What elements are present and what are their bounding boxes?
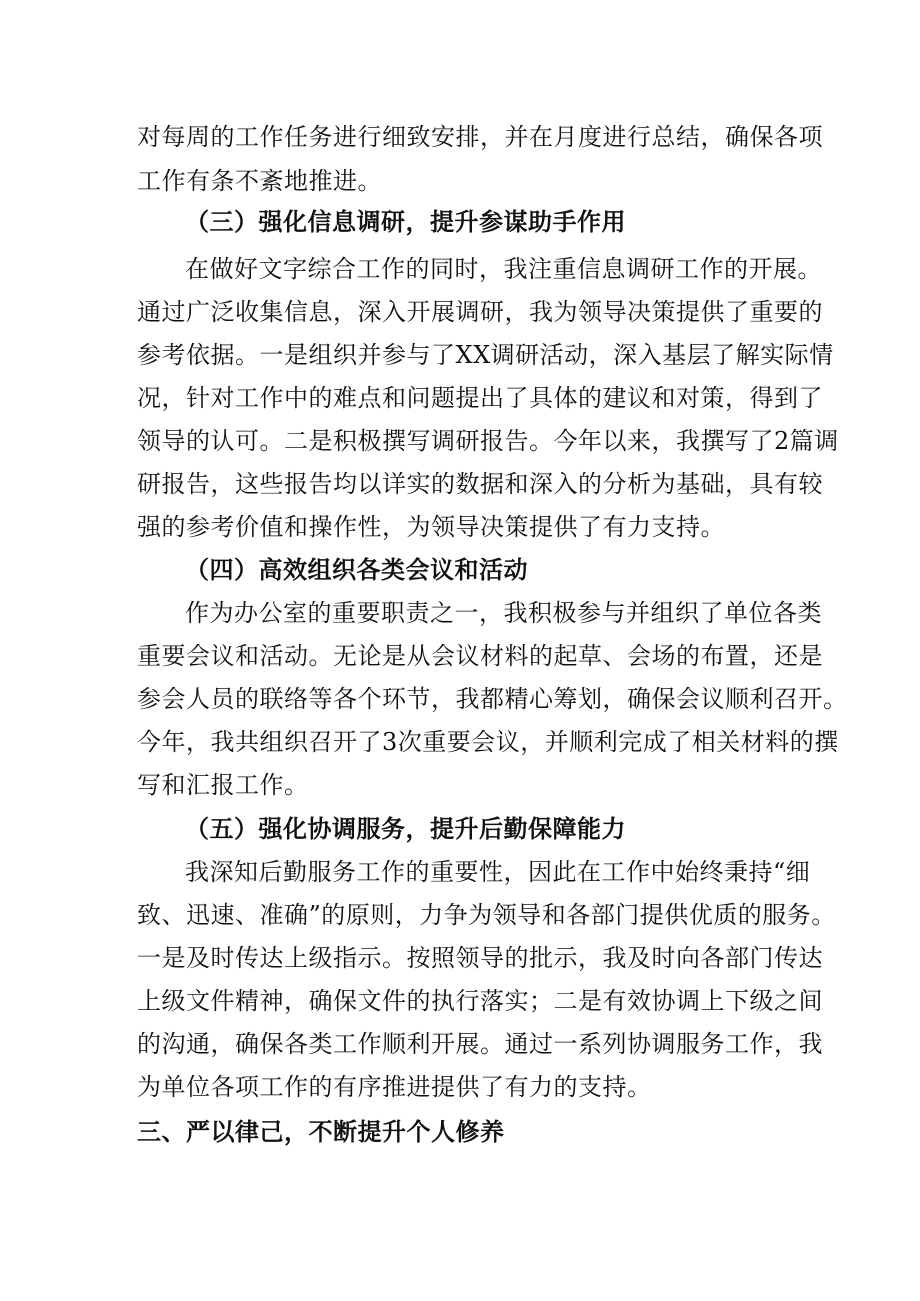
- body-text-line: 今年，我共组织召开了3次重要会议，并顺利完成了相关材料的撰: [137, 728, 839, 756]
- body-text-line: 一是及时传达上级指示。按照领导的批示，我及时向各部门传达: [137, 944, 823, 972]
- body-text-line: 重要会议和活动。无论是从会议材料的起草、会场的布置，还是: [137, 642, 823, 670]
- body-text-line: 研报告，这些报告均以详实的数据和深入的分析为基础，具有较: [137, 470, 823, 498]
- body-text-line: 作为办公室的重要职责之一，我积极参与并组织了单位各类: [185, 599, 822, 627]
- body-text-line: 通过广泛收集信息，深入开展调研，我为领导决策提供了重要的: [137, 298, 823, 326]
- body-text-line: 上级文件精神，确保文件的执行落实；二是有效协调上下级之间: [137, 987, 823, 1015]
- body-text-line: 况，针对工作中的难点和问题提出了具体的建议和对策，得到了: [137, 384, 823, 412]
- body-text-line: 参会人员的联络等各个环节，我都精心筹划，确保会议顺利召开。: [137, 685, 848, 713]
- body-text-line: 为单位各项工作的有序推进提供了有力的支持。: [137, 1073, 652, 1101]
- body-text-line: 写和汇报工作。: [137, 771, 309, 799]
- subsection-heading: （三）强化信息调研，提升参谋助手作用: [185, 207, 626, 236]
- body-text-line: 领导的认可。二是积极撰写调研报告。今年以来，我撰写了2篇调: [137, 427, 839, 455]
- body-text-line: 我深知后勤服务工作的重要性，因此在工作中始终秉持“细: [185, 858, 811, 886]
- subsection-heading: （四）高效组织各类会议和活动: [185, 555, 528, 584]
- body-text-line: 致、迅速、准确”的原则，力争为领导和各部门提供优质的服务。: [137, 901, 836, 929]
- subsection-heading: （五）强化协调服务，提升后勤保障能力: [185, 814, 626, 843]
- body-text-line: 强的参考价值和操作性，为领导决策提供了有力支持。: [137, 513, 725, 541]
- section-heading: 三、严以律己，不断提升个人修养: [137, 1117, 505, 1146]
- body-text-line: 对每周的工作任务进行细致安排，并在月度进行总结，确保各项: [137, 123, 823, 151]
- body-text-line: 工作有条不紊地推进。: [137, 167, 382, 195]
- body-text-line: 在做好文字综合工作的同时，我注重信息调研工作的开展。: [185, 255, 822, 283]
- body-text-line: 参考依据。一是组织并参与了XX调研活动，深入基层了解实际情: [137, 341, 834, 369]
- body-text-line: 的沟通，确保各类工作顺利开展。通过一系列协调服务工作，我: [137, 1030, 823, 1058]
